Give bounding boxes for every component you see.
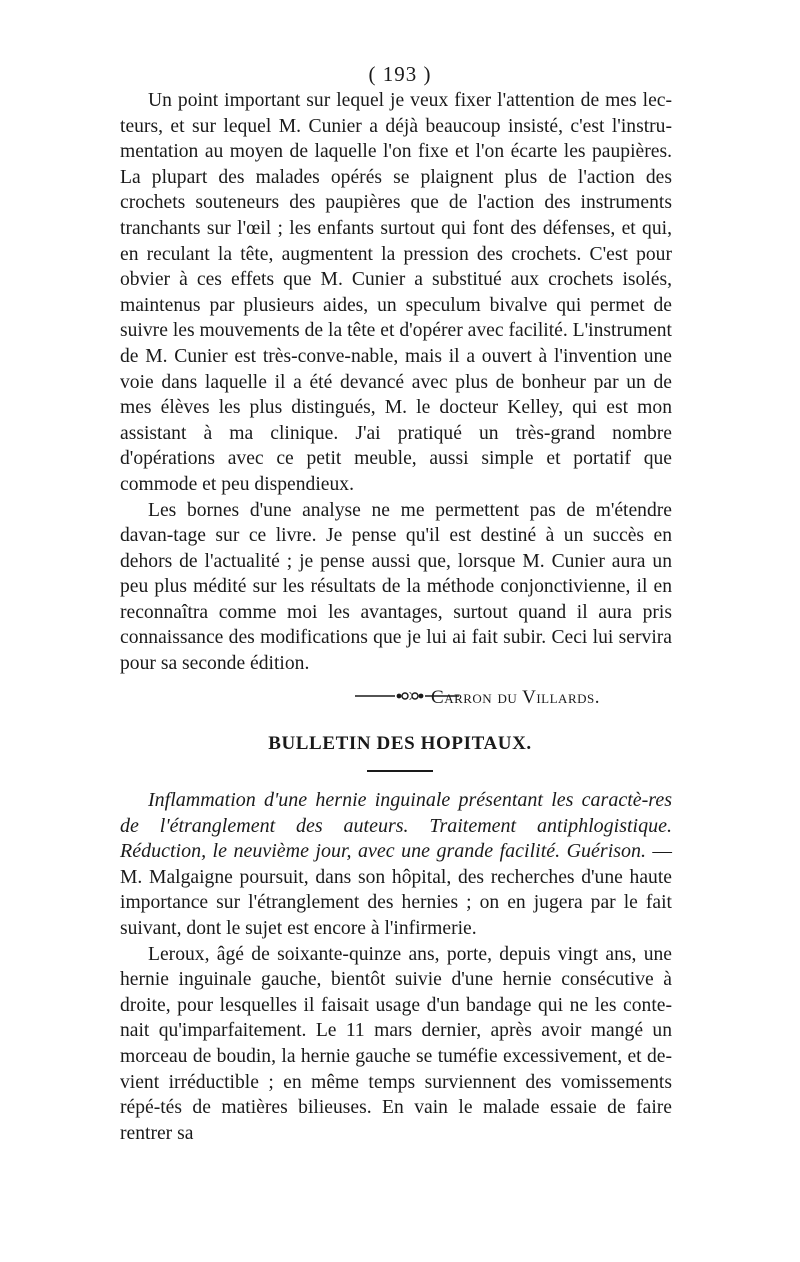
review-text: [120, 88, 672, 710]
ornament-divider-icon: [355, 690, 459, 702]
section-heading: BULLETIN DES HOPITAUX.: [268, 733, 532, 754]
review-paragraph-1: Un point important sur lequel je veux fixer l'attention de mes lec-teurs, et sur lequel M. Cunier a déjà beaucoup insisté, c'est l'instru-mentation au moyen de laquelle l'on fixe et l'on écarte les paupières. La plupart des malades opérés se plaignent plus de l'action des crochets souteneurs des paupières que de l'action des instruments tranchants sur l'œil ; les enfants surtout qui font des défenses, et qui, en reculant la tête, augmentent la pression des crochets. C'est pour obvier à ces effets que M. Cunier a substitué aux crochets isolés, maintenus par plusieurs aides, un speculum bivalve qui permet de suivre les mouvements de la tête et d'opérer avec facilité. L'instrument de M. Cunier est très-conve-nable, mais il a ouvert à l'invention une voie dans laquelle il a été devancé avec plus de bonheur par un de mes élèves les plus distingués, M. le docteur Kelley, qui est mon assistant à ma clinique. J'ai pratiqué un très-grand nombre d'opérations avec ce petit meuble, aussi simple et portatif que commode et peu dispendieux.: [120, 90, 672, 495]
review-paragraph-2: Les bornes d'une analyse ne me permettent pas de m'étendre davan-tage sur ce livre. Je pense qu'il est destiné à un succès en dehors de l'actualité ; je pense aussi que, lorsque M. Cunier aura un peu plus médité sur les résultats de la méthode conjonctivienne, il en reconnaîtra comme moi les avantages, surtout quand il aura pris connaissance des modifications que je lui ai fait subir. Ceci lui servira pour sa seconde édition.: [120, 499, 672, 675]
heading-rule: [367, 770, 433, 772]
page-number: ( 193 ): [368, 62, 432, 86]
author-signature: Carron du Villards.: [431, 686, 600, 708]
article-opening: [120, 788, 672, 942]
article-intro: — M. Malgaigne poursuit, dans son hôpital, des recherches d'une haute importance sur l'étranglement des hernies ; on en jugera par le fait suivant, dont le sujet est encore à l'infirmerie.: [120, 841, 673, 939]
article-text: [120, 788, 672, 1146]
article-title: Inflammation d'une hernie inguinale présentant les caractè-res de l'étranglement des auteurs. Traitement antiphlogistique. Réduction, le neuvième jour, avec une grande facilité. Guérison.: [120, 789, 672, 863]
article-paragraph: Leroux, âgé de soixante-quinze ans, porte, depuis vingt ans, une hernie inguinale gauche, bientôt suivie d'une hernie consécutive à droite, pour lesquelles il faisait usage d'un bandage qui ne les conte-nait qu'imparfaitement. Le 11 mars dernier, après avoir mangé un morceau de boudin, la hernie gauche se tuméfie excessivement, et de-vient irréductible ; en même temps surviennent des vomissements répé-tés de matières bilieuses. En vain le malade essaie de faire rentrer sa: [120, 943, 672, 1144]
